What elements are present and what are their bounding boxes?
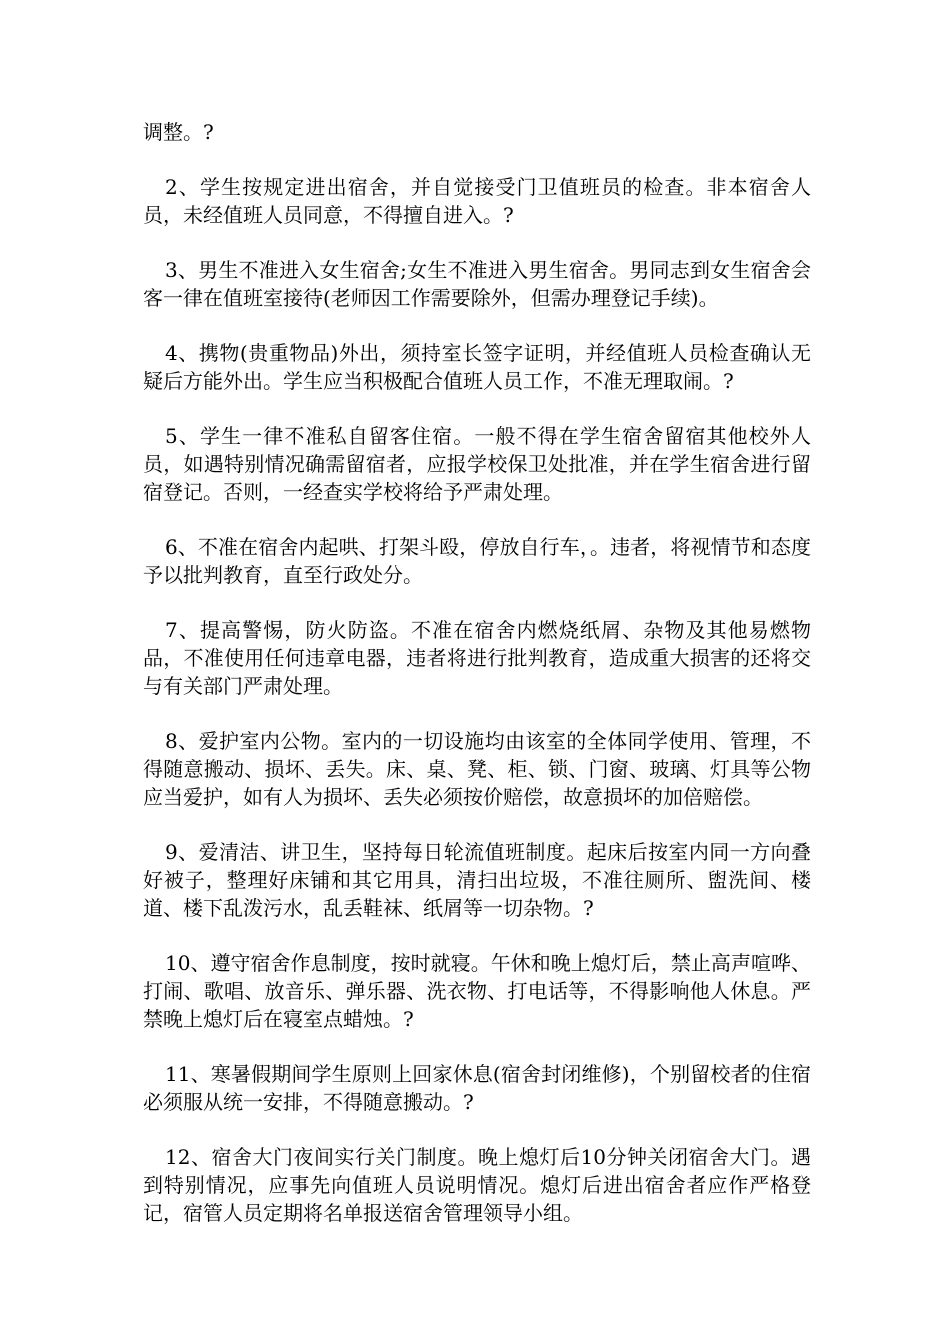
rule-11-paragraph: 11、寒暑假期间学生原则上回家休息(宿舍封闭维修)，个别留校者的住宿必须服从统一安排，不得随意搬动。? (143, 1062, 811, 1114)
document-body (143, 118, 811, 1254)
rule-4-paragraph: 4、携物(贵重物品)外出，须持室长签字证明，并经值班人员检查确认无疑后方能外出。学生应当积极配合值班人员工作，不准无理取闹。? (143, 341, 811, 393)
rule-10-paragraph: 10、遵守宿舍作息制度，按时就寝。午休和晚上熄灯后，禁止高声喧哗、打闹、歌唱、放音乐、弹乐器、洗衣物、打电话等，不得影响他人休息。严禁晚上熄灯后在寝室点蜡烛。? (143, 951, 811, 1031)
rule-7-paragraph: 7、提高警惕，防火防盗。不准在宿舍内燃烧纸屑、杂物及其他易燃物品，不准使用任何违章电器，违者将进行批判教育，造成重大损害的还将交与有关部门严肃处理。 (143, 618, 811, 698)
rule-3-paragraph: 3、男生不准进入女生宿舍;女生不准进入男生宿舍。男同志到女生宿舍会客一律在值班室接待(老师因工作需要除外，但需办理登记手续)。 (143, 258, 811, 310)
rule-9-paragraph: 9、爱清洁、讲卫生，坚持每日轮流值班制度。起床后按室内同一方向叠好被子，整理好床铺和其它用具，清扫出垃圾，不准往厕所、盥洗间、楼道、楼下乱泼污水，乱丢鞋袜、纸屑等一切杂物。? (143, 840, 811, 920)
rule-12-paragraph: 12、宿舍大门夜间实行关门制度。晚上熄灯后10分钟关闭宿舍大门。遇到特别情况，应事先向值班人员说明情况。熄灯后进出宿舍者应作严格登记，宿管人员定期将名单报送宿舍管理领导小组。 (143, 1145, 811, 1225)
rule-6-paragraph: 6、不准在宿舍内起哄、打架斗殴，停放自行车，。违者，将视情节和态度予以批判教育，直至行政处分。 (143, 535, 811, 587)
rule-5-paragraph: 5、学生一律不准私自留客住宿。一般不得在学生宿舍留宿其他校外人员，如遇特别情况确需留宿者，应报学校保卫处批准，并在学生宿舍进行留宿登记。否则，一经查实学校将给予严肃处理。 (143, 424, 811, 504)
rule-8-paragraph: 8、爱护室内公物。室内的一切设施均由该室的全体同学使用、管理，不得随意搬动、损坏、丢失。床、桌、凳、柜、锁、门窗、玻璃、灯具等公物应当爱护，如有人为损坏、丢失必须按价赔偿，故意损坏的加倍赔偿。 (143, 729, 811, 809)
rule-2-paragraph: 2、学生按规定进出宿舍，并自觉接受门卫值班员的检查。非本宿舍人员，未经值班人员同意，不得擅自进入。? (143, 175, 811, 227)
paragraph-continuation: 调整。? (143, 120, 214, 144)
